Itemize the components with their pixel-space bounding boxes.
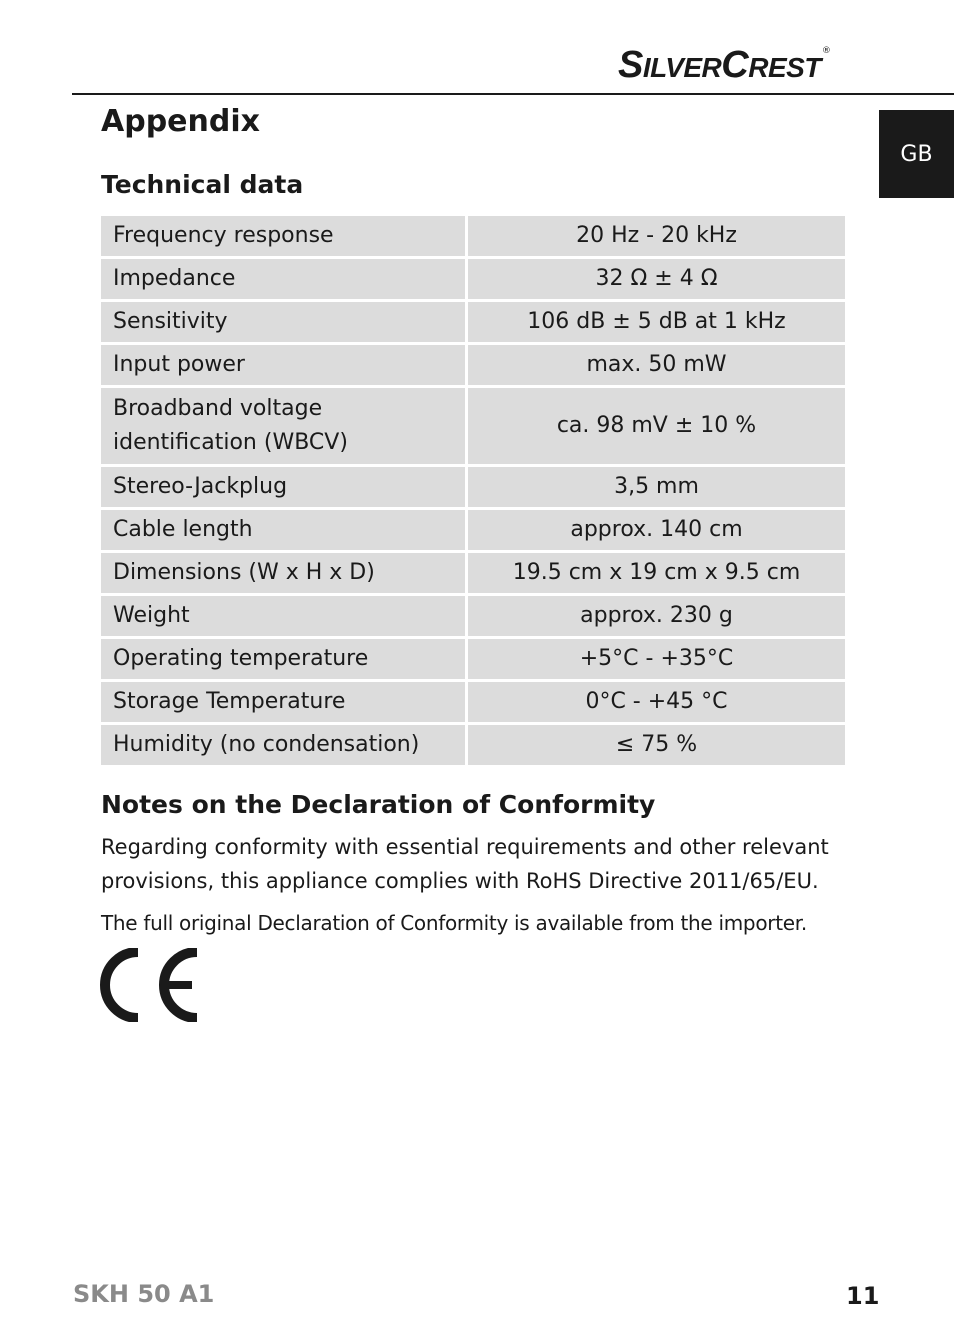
spec-value: ≤ 75 %: [468, 725, 845, 765]
technical-data-table: [98, 213, 848, 768]
spec-label: Humidity (no condensation): [101, 725, 465, 765]
conformity-title: Notes on the Declaration of Conformity: [101, 790, 656, 819]
spec-label: Storage Temperature: [101, 682, 465, 722]
spec-value: approx. 140 cm: [468, 510, 845, 550]
table-row: [101, 302, 845, 342]
spec-label: Impedance: [101, 259, 465, 299]
table-row: [101, 553, 845, 593]
brand-word-crest: REST: [748, 52, 821, 83]
table-row: [101, 388, 845, 464]
spec-label: Stereo-Jackplug: [101, 467, 465, 507]
registered-mark: ®: [821, 46, 831, 56]
ce-mark-c: [105, 952, 138, 1018]
spec-label: Cable length: [101, 510, 465, 550]
spec-label: Sensitivity: [101, 302, 465, 342]
table-row: [101, 596, 845, 636]
technical-data-table-body: [101, 216, 845, 765]
spec-value: 32 Ω ± 4 Ω: [468, 259, 845, 299]
spec-label: Frequency response: [101, 216, 465, 256]
ce-mark-icon: [100, 948, 204, 1022]
brand-logo-text: [618, 46, 821, 84]
spec-label: Operating temperature: [101, 639, 465, 679]
ce-mark-e-bar: [166, 981, 192, 989]
brand-word-silver: ILVER: [642, 52, 722, 83]
section-title: Appendix: [101, 104, 260, 139]
header-rule: [72, 93, 954, 95]
spec-label: Input power: [101, 345, 465, 385]
spec-label: Broadband voltage identification (WBCV): [101, 388, 465, 464]
brand-letter-c: C: [721, 44, 749, 86]
spec-value: approx. 230 g: [468, 596, 845, 636]
spec-value: 20 Hz - 20 kHz: [468, 216, 845, 256]
spec-value: ca. 98 mV ± 10 %: [468, 388, 845, 464]
footer-model: SKH 50 A1: [73, 1280, 215, 1308]
table-row: [101, 725, 845, 765]
table-row: [101, 259, 845, 299]
brand-letter-s: S: [618, 44, 643, 86]
spec-value: 0°C - +45 °C: [468, 682, 845, 722]
conformity-paragraph-1: Regarding conformity with essential requirements and other relevant provisions, this appliance complies with RoHS Directive 2011/65/EU.: [101, 835, 829, 893]
table-row: [101, 639, 845, 679]
spec-label: Dimensions (W x H x D): [101, 553, 465, 593]
spec-value: 3,5 mm: [468, 467, 845, 507]
table-row: [101, 682, 845, 722]
table-row: [101, 345, 845, 385]
technical-data-title: Technical data: [101, 170, 304, 199]
spec-value: 19.5 cm x 19 cm x 9.5 cm: [468, 553, 845, 593]
spec-value: +5°C - +35°C: [468, 639, 845, 679]
spec-label: Weight: [101, 596, 465, 636]
brand-logo: [618, 46, 880, 86]
spec-value: max. 50 mW: [468, 345, 845, 385]
table-row: [101, 467, 845, 507]
language-tab: [879, 110, 954, 198]
spec-value: 106 dB ± 5 dB at 1 kHz: [468, 302, 845, 342]
table-row: [101, 510, 845, 550]
page-number: 11: [846, 1282, 880, 1310]
language-tab-label: GB: [900, 141, 933, 167]
table-row: [101, 216, 845, 256]
conformity-paragraph-2: The full original Declaration of Conformity is available from the importer.: [101, 911, 807, 935]
